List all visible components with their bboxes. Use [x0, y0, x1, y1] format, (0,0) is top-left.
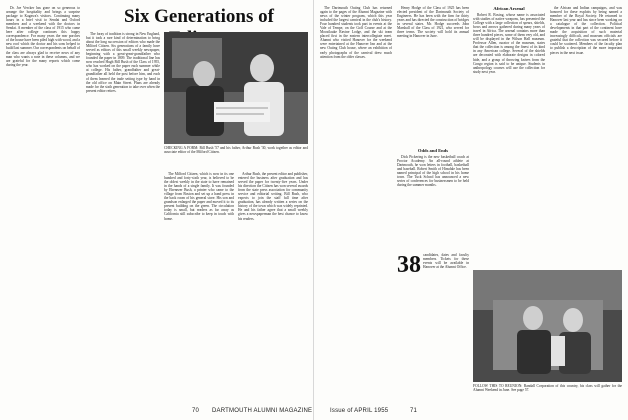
left-page-number: 70 — [192, 408, 200, 414]
right-page-issue: Issue of APRIL 1955 — [330, 408, 389, 414]
reunion-photo-image — [473, 270, 622, 382]
left-column-3-text: The Milford Citizen, which is now in its one hundred and forty-sixth year, is believed to be the oldest weekly in the state to have remained in the hands of a single family. It was founded by Ebenezer Bush, a printer who came to the village from Boston and set up a hand press in the back room of his general store. His son and grandson enlarged the paper and moved it to its present building on the green. The circulation today is small, but readers as far away as California still subscribe to keep in touch with home. — [164, 172, 234, 221]
advertisement-text: candidates, dates and faculty members. Tickets for these events will be available in Hanover at the Alumni Office. — [423, 253, 469, 270]
right-column-2 — [397, 6, 469, 146]
right-column-4 — [550, 6, 622, 268]
article-title: Six Generations of — [124, 6, 274, 27]
reunion-photo — [473, 270, 622, 382]
right-column-3-text: Robert R. Bosing, whose name is associated with studies of native weapons, has presented the College with a large collection of spears, shields, bows and arrows gathered during many years of travel in Africa. The arsenal contains more than three hundred pieces, some of them very old, and will be displayed in the Wilson Hall museum. Professor Allen, curator of the museum, states that the collection is among the finest of its kind in any American college. Several of the shields are decorated with elaborate designs in colored hide, and a group of throwing knives from the Congo region is said to be unique. Students in anthropology courses will use the collection for study next year. — [473, 13, 545, 74]
advertisement-number: 38 — [397, 252, 421, 278]
left-page-magazine-name: DARTMOUTH ALUMNI MAGAZINE — [212, 408, 313, 414]
left-column-1-text: Dr. Joe Vercker has gone on so generous to arrange the hospitality and brings a surprise package to Kagawa's visitors. Continuing many hours in a brief visit to Sendai and Oxford members and a weekend with the doctors in Sendai. A member of the class of 1915 who came here after college continues this happy correspondence. For many years the rear porches of the house have been piled high with wood, and a new roof which the doctor and his sons helped to build last summer. Our correspondents on behalf of the class are always glad to receive news of any man who wants a note in these columns, and we are grateful for the many reports which come during the year. — [6, 6, 80, 67]
left-column-1 — [6, 6, 80, 402]
left-column-4-text: Arthur Bush, the present editor and publisher, entered the business after graduation and has served the paper for twenty-five years. Under his direction the Citizen has won several awards from the state press association for community service and editorial writing. Bill Bush, who expects to join the staff full time after graduation, has already written a series on the history of the town which was widely reprinted. He and his father agree that a small weekly gives a newspaperman the best chance to know his readers. — [238, 172, 308, 221]
advertisement-38 — [397, 253, 469, 402]
right-page-number: 71 — [410, 408, 418, 414]
left-column-3 — [164, 172, 234, 402]
editors-photo-image — [164, 32, 308, 144]
right-column-2-text: Henry Hodge of the Class of 1925 has been elected president of the Dartmouth Society of Engineers. He has been with the firm for thirty years and has directed the construction of bridges in several states. Mr. Hodge succeeds John Marshall of the Class of 1921, who served for three terms. The society will hold its annual meeting in Hanover in June. — [397, 6, 469, 39]
editors-photo-caption: CHECKING A FORM: Bill Bush '57 and his father, Arthur Bush '30, work together as editor and associate editor of the Milford Citizen. — [164, 146, 308, 155]
left-column-2 — [86, 32, 160, 402]
right-column-1-text: The Dartmouth Outing Club has returned again to the pages of the Alumni Magazine with news of the winter program, which this year included the largest carnival in the club's history. Four hundred students took part in events at the Vale of Tempe, on the Golf Course and at the Moosilauke Ravine Lodge, and the ski team placed first in the eastern intercollegiate meet. Alumni who visited Hanover for the weekend were entertained at the Hanover Inn and at the new Outing Club house, where an exhibition of early photographs of the carnival drew much attention from the older classes. — [320, 6, 392, 59]
right-column-4-text: the African and Indian campaigns, and was honored for these exploits by being named a member of the Royal Society. He returned to Hanover last year and has since been working on a catalogue of the collection. Political developments in that part of the continent have made the acquisition of such material increasingly difficult, and museum officials are grateful that the collection was secured before it could be scattered. Members of the faculty plan to publish a description of the more important pieces in the next issue. — [550, 6, 622, 55]
reunion-photo-caption: FOLLOW THIS TO REUNION: Randall Corporation of this country, his class will gather for the Alumni Weekend in June. See page 57. — [473, 384, 622, 393]
left-column-2-text: The foray of tradition is strong in New England, but it took a rare kind of determination to bring about the long succession of editors who made the Milford Citizen. Six generations of a family have served as editors of this small weekly newspaper, beginning with a great-great-grandfather who founded the paper in 1809. The traditional line has now reached Hugh Bill Bush of the Class of 1955, who has worked on the paper each summer while at college. His father, grandfather and great-grandfather all held the post before him, and each of them learned the trade setting type by hand in the old office on Main Street. Plans are already made for the sixth generation to take over when the present editor retires. — [86, 32, 160, 93]
african-arsenal-heading: African Arsenal — [493, 6, 525, 11]
left-column-4 — [238, 172, 308, 402]
odds-and-ends-column — [397, 155, 469, 251]
odds-and-ends-text: Dick Pickering is the new basketball coach at Proctor Academy. An all-round athlete at Dartmouth, he won letters in football, basketball and baseball. Robert Smith of Hinsdale has been named principal of the high school in his home town. The Tuck School has announced a new series of conferences for businessmen to be held during the summer months. — [397, 155, 469, 188]
page-gutter — [313, 0, 314, 420]
editors-photo — [164, 32, 308, 144]
odds-and-ends-heading: Odds and Ends — [417, 148, 449, 153]
right-column-1 — [320, 6, 392, 402]
